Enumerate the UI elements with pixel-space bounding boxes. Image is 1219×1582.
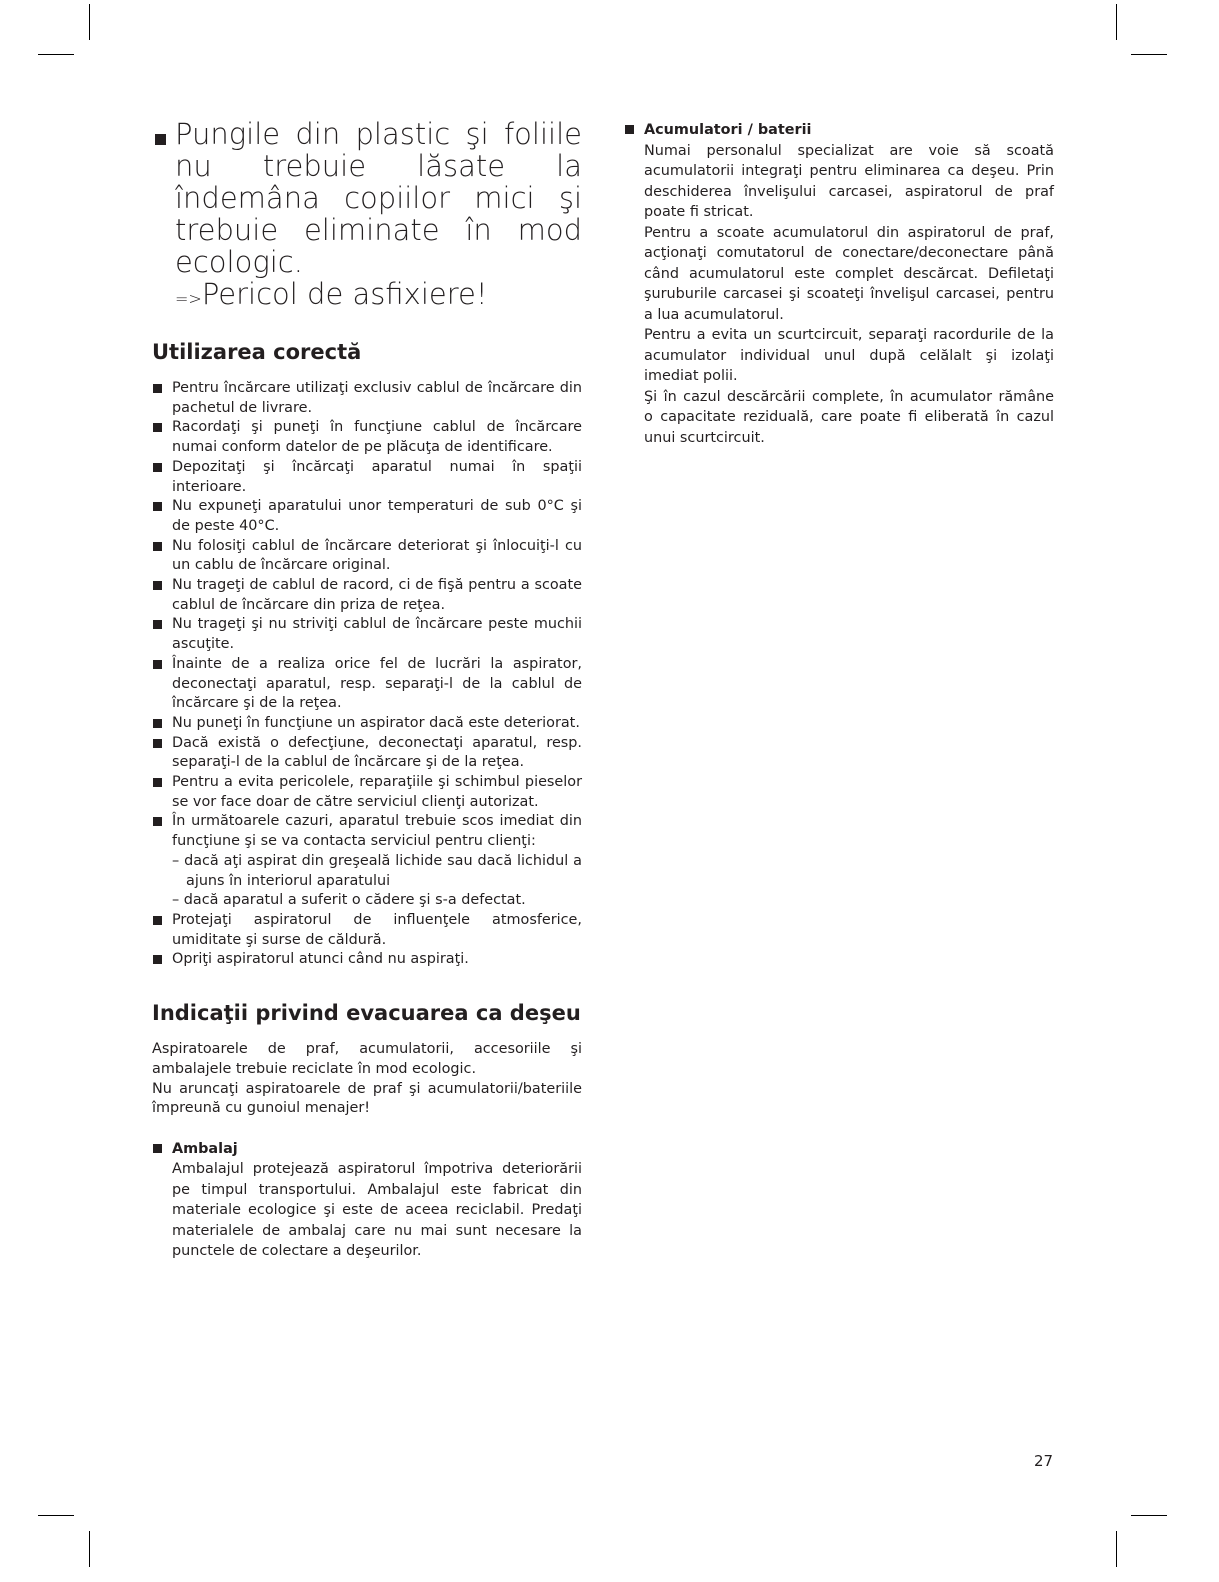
list-item: Nu trageţi şi nu striviţi cablul de încărcare peste muchii ascuţite. (152, 615, 582, 654)
bullet-square-icon (153, 916, 162, 925)
bullet-square-icon (153, 778, 162, 787)
crop-mark (1131, 54, 1167, 55)
batteries-paragraph: Numai personalul specializat are voie să scoată acumulatorii integraţi pentru eliminarea ca deşeu. Prin deschiderea învelişului carcasei, aspiratorul de praf poate fi stricat. (644, 142, 1054, 220)
bullet-square-icon (153, 463, 162, 472)
bullet-square-icon (153, 955, 162, 964)
bullet-square-icon (153, 502, 162, 511)
list-item: Nu trageţi de cablul de racord, ci de fişă pentru a scoate cablul de încărcare din priza de reţea. (152, 576, 582, 615)
correct-use-heading: Utilizarea corectă (152, 340, 362, 364)
warning-text: Pungile din plastic şi foliile nu trebuie lăsate la îndemâna copiilor mici şi trebuie eliminate în mod ecologic. (175, 117, 582, 279)
batteries-title: Acumulatori / baterii (644, 122, 812, 138)
bullet-square-icon (625, 125, 634, 134)
bullet-square-icon (153, 581, 162, 590)
crop-mark (1116, 4, 1117, 40)
crop-mark (1116, 1531, 1117, 1567)
list-item: Nu folosiţi cablul de încărcare deteriorat şi înlocuiţi-l cu un cablu de încărcare original. (152, 537, 582, 576)
warning-danger: Pericol de asfixiere! (201, 277, 488, 311)
bullet-square-icon (153, 542, 162, 551)
bullet-square-icon (153, 660, 162, 669)
crop-mark (38, 1515, 74, 1516)
batteries-section (624, 120, 1054, 448)
arrow-icon: => (175, 289, 202, 308)
bullet-square-icon (153, 1144, 162, 1153)
list-item: Nu puneţi în funcţiune un aspirator dacă este deteriorat. (152, 714, 582, 734)
batteries-paragraph: Pentru a evita un scurtcircuit, separaţi racordurile de la acumulator individual unul după celălalt şi izolaţi imediat polii. (644, 327, 1054, 384)
packaging-title: Ambalaj (172, 1140, 238, 1157)
crop-mark (89, 1531, 90, 1567)
list-item: Racordaţi şi puneţi în funcţiune cablul de încărcare numai conform datelor de pe plăcuţa de identificare. (152, 418, 582, 457)
bullet-square-icon (153, 423, 162, 432)
disposal-heading: Indicaţii privind evacuarea ca deşeu (152, 1001, 581, 1026)
bullet-square-icon (155, 134, 166, 145)
list-item: Opriţi aspiratorul atunci când nu aspiraţi. (152, 950, 582, 970)
crop-mark (38, 54, 74, 55)
right-column (624, 120, 1054, 448)
left-column (152, 118, 582, 1262)
list-item: Pentru a evita pericolele, reparaţiile şi schimbul pieselor se vor face doar de către serviciul clienţi autorizat. (152, 773, 582, 812)
bullet-square-icon (153, 384, 162, 393)
packaging-text: Ambalajul protejează aspiratorul împotriva deteriorării pe timpul transportului. Ambalajul este fabricat din materiale ecologice şi este de aceea reciclabil. Predaţi materialele de ambalaj care nu mai sunt necesare la punctele de colectare a deşeurilor. (172, 1161, 582, 1260)
batteries-paragraph: Şi în cazul descărcării complete, în acumulator rămâne o capacitate reziduală, care poate fi eliberată în cazul unui scurtcircuit. (644, 388, 1054, 446)
bullet-square-icon (153, 739, 162, 748)
crop-mark (1131, 1515, 1167, 1516)
bullet-square-icon (153, 719, 162, 728)
crop-mark (89, 4, 90, 40)
disposal-intro-1: Aspiratoarele de praf, acumulatorii, accesoriile şi ambalajele trebuie reciclate în mod ecologic. (152, 1041, 582, 1077)
disposal-intro-2: Nu aruncaţi aspiratoarele de praf şi acumulatorii/bateriile împreună cu gunoiul menajer! (152, 1080, 582, 1117)
list-item: Protejaţi aspiratorul de influenţele atmosferice, umiditate şi surse de căldură. (152, 911, 582, 950)
bullet-square-icon (153, 620, 162, 629)
list-item: Nu expuneţi aparatului unor temperaturi de sub 0°C şi de peste 40°C. (152, 497, 582, 536)
correct-use-list (152, 379, 582, 970)
list-item: Înainte de a realiza orice fel de lucrări la aspirator, deconectaţi aparatul, resp. separaţi-l de la cablul de încărcare şi de la reţea. (152, 655, 582, 714)
list-item: Pentru încărcare utilizaţi exclusiv cablul de încărcare din pachetul de livrare. (152, 379, 582, 418)
batteries-paragraph: Pentru a scoate acumulatorul din aspiratorul de praf, acţionaţi comutatorul de conectare/deconectare până când acumulatorul este complet descărcat. Defiletaţi şuruburile carcasei şi scoateţi învelişul carcasei, pentru a lua acumulatorul. (644, 224, 1054, 323)
list-item: Depozitaţi şi încărcaţi aparatul numai în spaţii interioare. (152, 458, 582, 497)
sub-list-item: – dacă aparatul a suferit o cădere şi s-a defectat. (172, 892, 526, 909)
list-item: Dacă există o defecţiune, deconectaţi aparatul, resp. separaţi-l de la cablul de încărcare şi de la reţea. (152, 734, 582, 773)
disposal-intro (152, 1040, 582, 1119)
list-item: În următoarele cazuri, aparatul trebuie scos imediat din funcţiune şi se va contacta serviciul pentru clienţi: – dacă aţi aspirat din greşeală lichide sau dacă lichidul a ajuns în interiorul aparatului – dacă aparatul a suferit o cădere şi s-a defectat. (152, 812, 582, 911)
packaging-section (152, 1139, 582, 1262)
page-number: 27 (1034, 1452, 1054, 1470)
bullet-square-icon (153, 817, 162, 826)
sub-list-item: – dacă aţi aspirat din greşeală lichide sau dacă lichidul a ajuns în interiorul aparatului (172, 852, 582, 889)
warning-block (152, 118, 582, 315)
